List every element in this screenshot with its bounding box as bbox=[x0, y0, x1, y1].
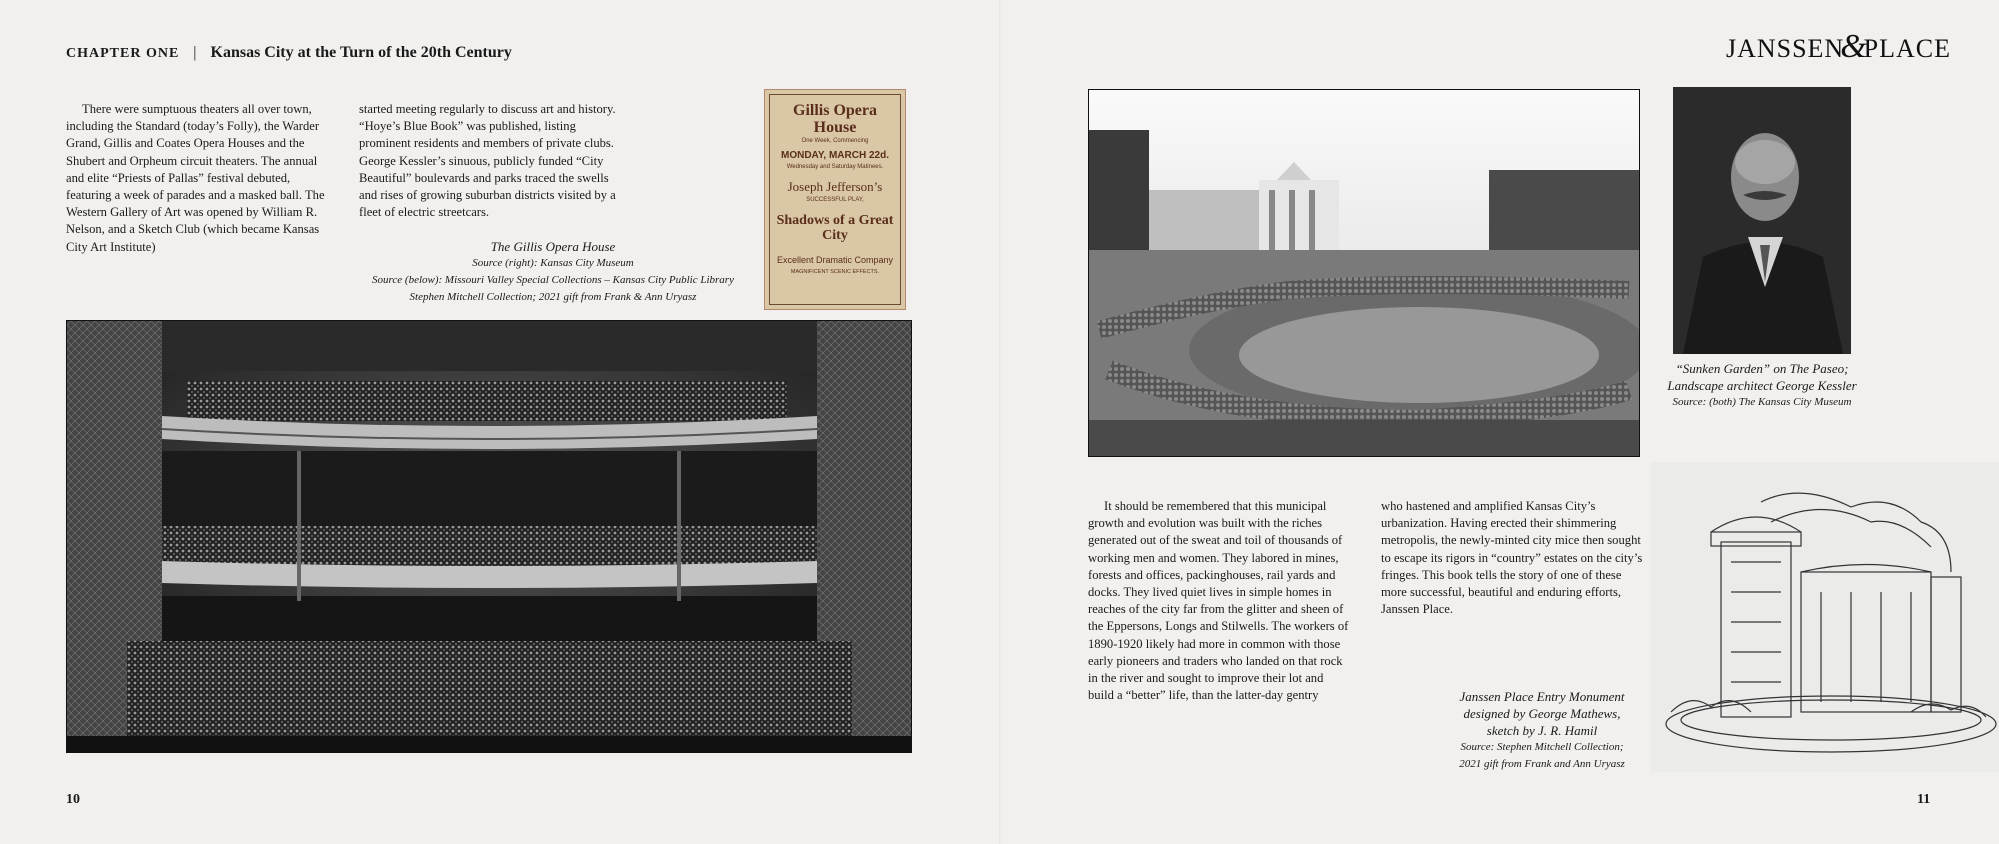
page-number-right: 11 bbox=[1917, 792, 1931, 807]
monument-caption-line3: sketch by J. R. Hamil bbox=[1486, 723, 1598, 738]
gillis-caption-source-below: Source (below): Missouri Valley Special Collections – Kansas City Public Library bbox=[372, 274, 734, 286]
monument-caption bbox=[1436, 688, 1648, 773]
right-body-column-2: who hastened and amplified Kansas City’s urbanization. Having erected their shimmering metropolis, the newly-minted city mice then sought to escape its rigors in “country” estates on the city’s fringes. This book tells the story of one of these more successful, beautiful and enduring efforts, Janssen Place. bbox=[1381, 499, 1643, 617]
monument-caption-source2: 2021 gift from Frank and Ann Uryasz bbox=[1459, 758, 1625, 770]
entry-monument-sketch bbox=[1651, 462, 1999, 772]
right-body-column-1: It should be remembered that this municipal growth and evolution was built with the riches generated out of the sweat and toil of thousands of working men and women. They labored in mines, forests and offices, packinghouses, rail yards and docks. They lived quiet lives in simple homes in reaches of the city far from the glitter and sheen of the Eppersons, Longs and Stilwells. The workers of 1890-1920 likely had more in common with those early pioneers and traders who landed on that rock in the river and sought to improve their lot and build a “better” life, than the latter-day gentry bbox=[1088, 499, 1349, 703]
chapter-label: CHAPTER ONE bbox=[66, 46, 180, 61]
monument-caption-line1: Janssen Place Entry Monument bbox=[1459, 689, 1625, 704]
opera-house-interior-photo bbox=[66, 320, 912, 753]
left-body-column-1: There were sumptuous theaters all over town, including the Standard (today’s Folly), the Warder Grand, Gillis and Coates Opera Houses and the Shubert and Orpheum circuit theaters. The annual and elite “Priests of Pallas” festival debuted, featuring a week of parades and a masked ball. The Western Gallery of Art was opened by William R. Nelson, and a Sketch Club (which became Kansas City Art Institute) bbox=[66, 102, 325, 254]
chapter-header bbox=[66, 44, 512, 62]
gillis-caption-collection: Stephen Mitchell Collection; 2021 gift from Frank & Ann Uryasz bbox=[409, 291, 697, 303]
monument-caption-source1: Source: Stephen Mitchell Collection; bbox=[1460, 741, 1624, 753]
monument-caption-line2: designed by George Mathews, bbox=[1463, 706, 1621, 721]
chapter-title: Kansas City at the Turn of the 20th Century bbox=[210, 44, 512, 61]
sunken-garden-caption bbox=[1662, 360, 1862, 411]
sunken-garden-caption-line2: Landscape architect George Kessler bbox=[1667, 378, 1857, 393]
left-body-column-2: started meeting regularly to discuss art and history. “Hoye’s Blue Book” was published, listing prominent residents and members of private clubs. George Kessler’s sinuous, publicly funded “City Beautiful” boulevards and parks traced the swells and rises of growing suburban districts visited by a fleet of electric streetcars. bbox=[359, 102, 616, 220]
janssen-place-logo: JANSSEN&PLACE bbox=[1725, 28, 1951, 65]
page-number-left: 10 bbox=[66, 792, 80, 807]
gillis-caption bbox=[352, 238, 754, 306]
george-kessler-portrait bbox=[1673, 87, 1851, 354]
header-separator: | bbox=[193, 44, 197, 61]
gillis-caption-title: The Gillis Opera House bbox=[490, 239, 616, 254]
sunken-garden-caption-source: Source: (both) The Kansas City Museum bbox=[1672, 396, 1852, 408]
gillis-caption-source-right: Source (right): Kansas City Museum bbox=[472, 257, 634, 269]
book-spine bbox=[999, 0, 1001, 844]
sunken-garden-caption-line1: “Sunken Garden” on The Paseo; bbox=[1675, 361, 1849, 376]
sunken-garden-photo bbox=[1088, 89, 1640, 457]
gillis-poster: Gillis Opera House One Week, Commencing MONDAY, MARCH 22d. Wednesday and Saturday Matinees. Joseph Jefferson’s SUCCESSFUL PLAY, Shadows of a Great City Excellent Dramatic Company MAGNIFICENT SCENIC EFFECTS. bbox=[764, 89, 906, 310]
